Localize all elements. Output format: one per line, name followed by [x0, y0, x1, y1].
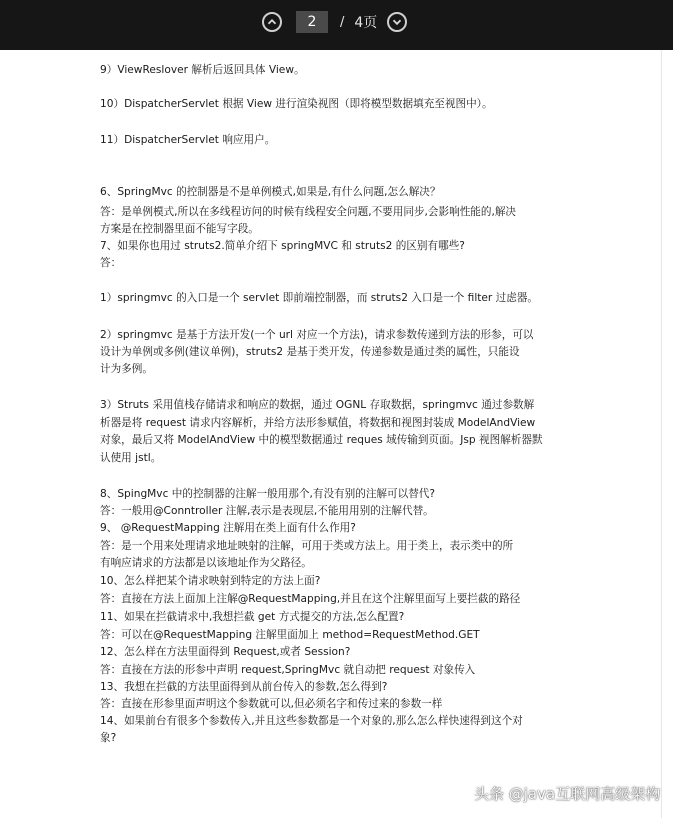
- next-page-button[interactable]: [387, 12, 407, 32]
- doc-line: 答：是一个用来处理请求地址映射的注解，可用于类或方法上。用于类上，表示类中的所: [100, 540, 514, 552]
- vertical-scrollbar[interactable]: [661, 50, 673, 818]
- document-page: [0, 50, 660, 818]
- doc-line: 3）Struts 采用值栈存储请求和响应的数据，通过 OGNL 存取数据，springmvc 通过参数解: [100, 399, 535, 411]
- doc-line: 设计为单例或多例(建议单例)，struts2 是基于类开发，传递参数是通过类的属性，只能设: [100, 346, 520, 358]
- doc-line: 13、我想在拦截的方法里面得到从前台传入的参数,怎么得到?: [100, 681, 388, 693]
- doc-line: 10、怎么样把某个请求映射到特定的方法上面?: [100, 575, 321, 587]
- doc-line: 答：直接在形参里面声明这个参数就可以,但必须名字和传过来的参数一样: [100, 698, 443, 710]
- page-separator: /: [340, 14, 345, 30]
- doc-line: 方案是在控制器里面不能写字段。: [100, 223, 259, 235]
- doc-line: 11）DispatcherServlet 响应用户。: [100, 134, 276, 146]
- doc-line: 9）ViewReslover 解析后返回具体 View。: [100, 64, 305, 76]
- doc-line: 有响应请求的方法都是以该地址作为父路径。: [100, 557, 312, 569]
- page-number-input[interactable]: [296, 11, 328, 33]
- doc-line: 答：: [100, 257, 122, 269]
- chevron-down-icon: [392, 17, 402, 27]
- doc-line: 答：直接在方法上面加上注解@RequestMapping,并且在这个注解里面写上要拦截的路径: [100, 593, 521, 605]
- doc-line: 析器是将 request 请求内容解析，并给方法形参赋值，将数据和视图封装成 ModelAndView: [100, 417, 536, 429]
- doc-line: 对象，最后又将 ModelAndView 中的模型数据通过 reques 域传输到页面。Jsp 视图解析器默: [100, 434, 543, 446]
- page-total-label: 4页: [354, 15, 378, 31]
- doc-line: 10）DispatcherServlet 根据 View 进行渲染视图（即将模型数据填充至视图中）。: [100, 98, 493, 110]
- chevron-up-icon: [267, 17, 277, 27]
- doc-line: 6、SpringMvc 的控制器是不是单例模式,如果是,有什么问题,怎么解决？: [100, 186, 441, 198]
- doc-line: 14、如果前台有很多个参数传入,并且这些参数都是一个对象的,那么怎么样快速得到这个对: [100, 715, 523, 727]
- doc-line: 8、SpingMvc 中的控制器的注解一般用那个,有没有别的注解可以替代?: [100, 488, 436, 500]
- doc-line: 象?: [100, 732, 117, 744]
- doc-line: 认使用 jstl。: [100, 452, 162, 464]
- doc-line: 11、如果在拦截请求中,我想拦截 get 方式提交的方法,怎么配置?: [100, 611, 405, 623]
- doc-line: 9、 @RequestMapping 注解用在类上面有什么作用?: [100, 522, 356, 534]
- viewer-toolbar: [0, 0, 673, 50]
- doc-line: 答：直接在方法的形参中声明 request,SpringMvc 就自动把 request 对象传入: [100, 664, 476, 676]
- doc-line: 12、怎么样在方法里面得到 Request,或者 Session?: [100, 646, 351, 658]
- prev-page-button[interactable]: [262, 12, 282, 32]
- doc-line: 2）springmvc 是基于方法开发(一个 url 对应一个方法)，请求参数传递到方法的形参，可以: [100, 329, 534, 341]
- pager: [262, 8, 407, 36]
- doc-line: 计为多例。: [100, 363, 153, 375]
- doc-line: 答：是单例模式,所以在多线程访问的时候有线程安全问题,不要用同步,会影响性能的,解决: [100, 206, 517, 218]
- doc-line: 答：一般用@Conntroller 注解,表示是表现层,不能用用别的注解代替。: [100, 505, 434, 517]
- doc-line: 7、如果你也用过 struts2.简单介绍下 springMVC 和 struts2 的区别有哪些?: [100, 240, 465, 252]
- doc-line: 答：可以在@RequestMapping 注解里面加上 method=RequestMethod.GET: [100, 629, 480, 641]
- watermark: 头条 @java互联网高级架构: [474, 785, 661, 803]
- doc-line: 1）springmvc 的入口是一个 servlet 即前端控制器，而 struts2 入口是一个 filter 过虑器。: [100, 292, 539, 304]
